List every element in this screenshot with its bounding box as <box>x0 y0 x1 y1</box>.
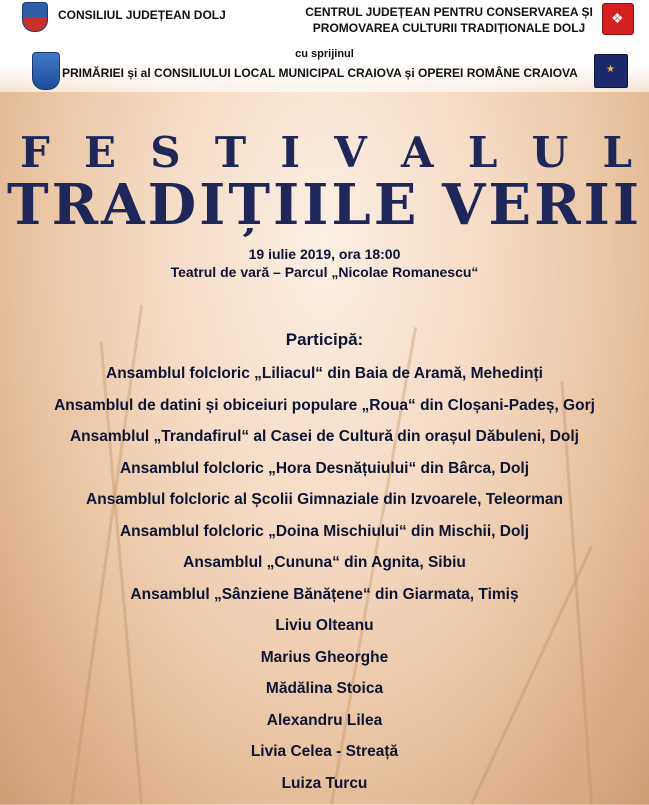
festival-letter: I <box>280 128 300 177</box>
participant-item: Ansamblul „Cununa“ din Agnita, Sibiu <box>183 554 466 571</box>
festival-letter: V <box>334 128 367 177</box>
participant-item: Ansamblul folcloric „Doina Mischiului“ din Mischii, Dolj <box>119 522 530 540</box>
dolj-coat-of-arms-icon <box>22 2 48 32</box>
support-organizations: PRIMĂRIEI și al CONSILIULUI LOCAL MUNICIPAL CRAIOVA și OPEREI ROMÂNE CRAIOVA <box>62 66 578 80</box>
right-organization-line2: PROMOVAREA CULTURII TRADIȚIONALE DOLJ <box>312 21 586 35</box>
participants-list <box>0 358 649 799</box>
festival-letter: A <box>401 128 434 177</box>
centru-logo-icon <box>602 3 634 35</box>
craiova-coat-of-arms-icon <box>32 52 60 90</box>
right-organization <box>302 4 596 36</box>
festival-letter: S <box>150 128 181 177</box>
event-venue: Teatrul de vară – Parcul „Nicolae Romanescu“ <box>170 264 479 280</box>
participant-item: Luiza Turcu <box>281 774 368 792</box>
festival-letter: L <box>467 128 498 177</box>
participant-item: Livia Celea - Streață <box>250 743 399 760</box>
festival-letter: U <box>531 128 569 177</box>
left-organization: CONSILIUL JUDEȚEAN DOLJ <box>58 8 226 22</box>
festival-letter: E <box>84 128 117 177</box>
right-organization-line1: CENTRUL JUDEȚEAN PENTRU CONSERVAREA ȘI <box>305 5 593 19</box>
festival-word <box>20 128 632 177</box>
participant-item: Ansamblul folcloric „Liliacul“ din Baia de Aramă, Mehedinți <box>106 365 543 382</box>
participant-item: Ansamblul folcloric „Hora Desnățuiului“ din Bârca, Dolj <box>119 459 530 477</box>
event-date: 19 iulie 2019, ora 18:00 <box>248 246 401 262</box>
participants-heading: Participă: <box>285 330 364 349</box>
participant-item: Ansamblul „Trandafirul“ al Casei de Cultură din orașul Dăbuleni, Dolj <box>69 428 579 445</box>
participant-item: Marius Gheorghe <box>260 648 389 666</box>
participant-item: Ansamblul folcloric al Școlii Gimnaziale din Izvoarele, Teleorman <box>86 491 563 508</box>
festival-letter: T <box>214 128 247 177</box>
participant-item: Mădălina Stoica <box>265 680 384 697</box>
festival-letter: F <box>20 128 50 177</box>
support-label: cu sprijinul <box>295 48 354 60</box>
festival-title: TRADIȚIILE VERII <box>6 172 643 238</box>
participant-item: Liviu Olteanu <box>275 617 374 634</box>
opera-logo-icon <box>594 54 628 88</box>
participant-item: Ansamblul „Sânziene Bănățene“ din Giarmata, Timiș <box>130 585 519 603</box>
festival-letter: L <box>602 128 632 177</box>
participant-item: Alexandru Lilea <box>266 711 383 729</box>
participant-item: Ansamblul de datini și obiceiuri populare „Roua“ din Cloșani-Padeș, Gorj <box>54 396 595 414</box>
